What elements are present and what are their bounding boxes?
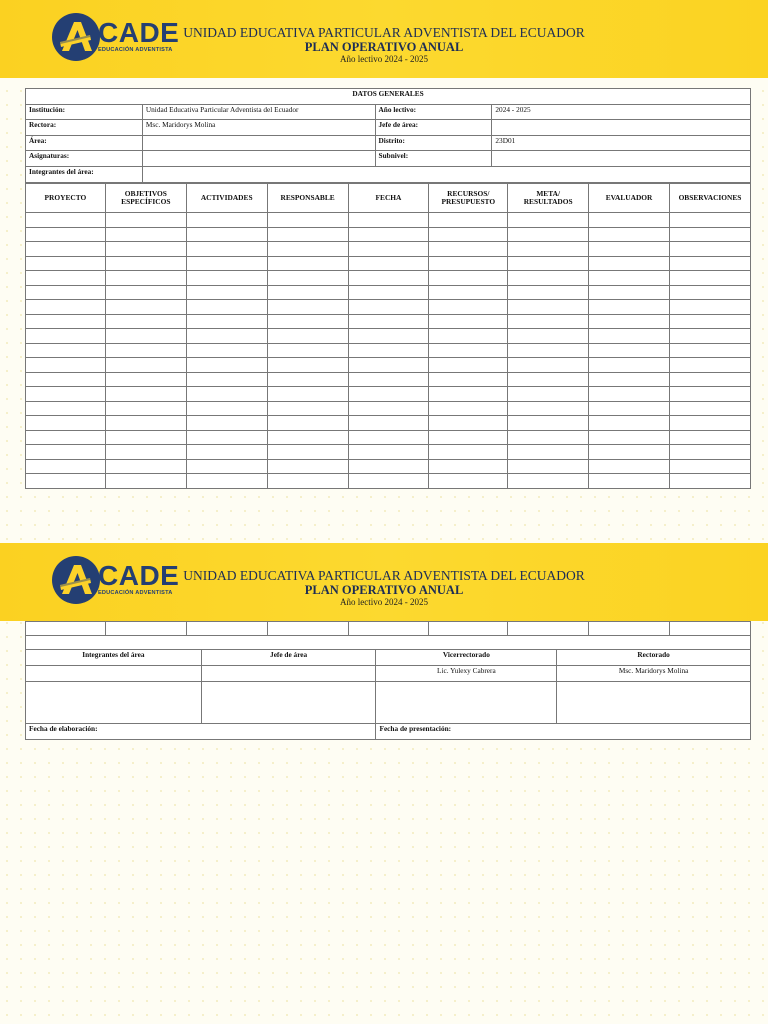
table-cell[interactable] xyxy=(186,459,267,474)
vicerrectorado-signature-box[interactable] xyxy=(376,682,557,724)
table-cell[interactable] xyxy=(429,430,508,445)
table-cell[interactable] xyxy=(589,314,670,329)
table-cell[interactable] xyxy=(267,227,348,242)
table-cell[interactable] xyxy=(186,445,267,460)
table-cell[interactable] xyxy=(429,445,508,460)
table-row xyxy=(26,256,751,271)
table-cell[interactable] xyxy=(429,387,508,402)
spacer-cell xyxy=(26,636,751,650)
table-cell[interactable] xyxy=(267,622,348,636)
general-data-table xyxy=(25,88,751,183)
rectorado-heading: Rectorado xyxy=(557,650,751,666)
table-cell[interactable] xyxy=(26,416,106,431)
table-cell[interactable] xyxy=(186,227,267,242)
area-value[interactable] xyxy=(142,135,375,151)
table-cell[interactable] xyxy=(669,300,750,315)
table-cell[interactable] xyxy=(589,256,670,271)
table-cell[interactable] xyxy=(267,474,348,489)
logo-wordmark: CADE xyxy=(98,17,180,48)
table-cell[interactable] xyxy=(267,329,348,344)
table-cell[interactable] xyxy=(105,622,186,636)
table-cell[interactable] xyxy=(508,329,589,344)
table-cell[interactable] xyxy=(508,213,589,228)
subnivel-value[interactable] xyxy=(492,151,751,167)
table-cell[interactable] xyxy=(105,372,186,387)
table-cell[interactable] xyxy=(26,271,106,286)
table-cell[interactable] xyxy=(508,372,589,387)
table-cell[interactable] xyxy=(105,358,186,373)
table-cell[interactable] xyxy=(669,242,750,257)
table-cell[interactable] xyxy=(186,372,267,387)
table-cell[interactable] xyxy=(105,416,186,431)
asignaturas-label: Asignaturas: xyxy=(26,151,143,167)
table-cell[interactable] xyxy=(267,430,348,445)
vicerrectorado-name: Lic. Yulexy Cabrera xyxy=(376,666,557,682)
table-cell[interactable] xyxy=(429,329,508,344)
table-cell[interactable] xyxy=(348,343,429,358)
table-cell[interactable] xyxy=(348,227,429,242)
table-row xyxy=(26,227,751,242)
table-cell[interactable] xyxy=(348,271,429,286)
table-cell[interactable] xyxy=(508,314,589,329)
school-year: Año lectivo 2024 - 2025 xyxy=(340,597,428,607)
table-cell[interactable] xyxy=(267,459,348,474)
table-cell[interactable] xyxy=(508,622,589,636)
table-cell[interactable] xyxy=(348,430,429,445)
table-cell[interactable] xyxy=(429,372,508,387)
signature-table xyxy=(25,649,751,740)
table-cell[interactable] xyxy=(589,271,670,286)
rectora-label: Rectora: xyxy=(26,120,143,136)
table-cell[interactable] xyxy=(26,256,106,271)
table-cell[interactable] xyxy=(508,445,589,460)
table-cell[interactable] xyxy=(348,285,429,300)
table-cell[interactable] xyxy=(508,401,589,416)
table-cell[interactable] xyxy=(105,314,186,329)
logo-tagline: EDUCACIÓN ADVENTISTA xyxy=(98,590,173,596)
table-cell[interactable] xyxy=(589,227,670,242)
table-cell[interactable] xyxy=(105,285,186,300)
table-cell[interactable] xyxy=(429,474,508,489)
jefe-area-heading: Jefe de área xyxy=(201,650,376,666)
integrantes-signature-box[interactable] xyxy=(26,682,202,724)
distrito-label: Distrito: xyxy=(375,135,492,151)
integrantes-name-field[interactable] xyxy=(26,666,202,682)
table-cell[interactable] xyxy=(105,256,186,271)
column-header: OBJETIVOS ESPECÍFICOS xyxy=(105,184,186,213)
table-cell[interactable] xyxy=(348,459,429,474)
rectorado-name: Msc. Maridorys Molina xyxy=(557,666,751,682)
table-cell[interactable] xyxy=(26,300,106,315)
table-row xyxy=(26,314,751,329)
general-section-title: DATOS GENERALES xyxy=(26,89,751,105)
table-cell[interactable] xyxy=(669,401,750,416)
table-row xyxy=(26,372,751,387)
table-cell[interactable] xyxy=(589,358,670,373)
table-cell[interactable] xyxy=(26,430,106,445)
table-cell[interactable] xyxy=(105,227,186,242)
table-cell[interactable] xyxy=(186,430,267,445)
table-cell[interactable] xyxy=(429,416,508,431)
institucion-label: Institución: xyxy=(26,104,143,120)
table-cell[interactable] xyxy=(26,445,106,460)
table-cell[interactable] xyxy=(429,622,508,636)
table-cell[interactable] xyxy=(267,387,348,402)
table-row xyxy=(26,459,751,474)
table-cell[interactable] xyxy=(669,329,750,344)
table-cell[interactable] xyxy=(186,358,267,373)
table-cell[interactable] xyxy=(26,213,106,228)
column-header: RESPONSABLE xyxy=(267,184,348,213)
table-cell[interactable] xyxy=(105,242,186,257)
table-cell[interactable] xyxy=(267,285,348,300)
table-cell[interactable] xyxy=(669,459,750,474)
table-cell[interactable] xyxy=(508,430,589,445)
table-cell[interactable] xyxy=(26,459,106,474)
table-cell[interactable] xyxy=(186,213,267,228)
table-cell[interactable] xyxy=(429,285,508,300)
table-cell[interactable] xyxy=(348,213,429,228)
table-cell[interactable] xyxy=(186,242,267,257)
table-cell[interactable] xyxy=(589,401,670,416)
table-cell[interactable] xyxy=(669,416,750,431)
jefe-label: Jefe de área: xyxy=(375,120,492,136)
jefe-name-field[interactable] xyxy=(201,666,376,682)
table-cell[interactable] xyxy=(508,242,589,257)
table-cell[interactable] xyxy=(429,213,508,228)
table-cell[interactable] xyxy=(508,227,589,242)
header-titles xyxy=(0,25,768,65)
table-cell[interactable] xyxy=(186,256,267,271)
table-row xyxy=(26,242,751,257)
table-cell[interactable] xyxy=(348,445,429,460)
table-cell[interactable] xyxy=(267,372,348,387)
spacer-row xyxy=(26,636,751,650)
table-row xyxy=(26,343,751,358)
table-cell[interactable] xyxy=(670,622,751,636)
table-cell[interactable] xyxy=(105,401,186,416)
table-cell[interactable] xyxy=(105,474,186,489)
column-header: META/ RESULTADOS xyxy=(508,184,589,213)
table-cell[interactable] xyxy=(669,474,750,489)
column-header: ACTIVIDADES xyxy=(186,184,267,213)
table-row xyxy=(26,271,751,286)
table-row xyxy=(26,300,751,315)
table-cell[interactable] xyxy=(186,300,267,315)
table-cell[interactable] xyxy=(26,314,106,329)
table-cell[interactable] xyxy=(669,213,750,228)
table-cell[interactable] xyxy=(186,401,267,416)
table-cell[interactable] xyxy=(105,387,186,402)
logo-wordmark: CADE xyxy=(98,560,180,591)
table-cell[interactable] xyxy=(669,271,750,286)
table-row xyxy=(26,285,751,300)
table-cell[interactable] xyxy=(508,285,589,300)
table-cell[interactable] xyxy=(348,622,429,636)
table-cell[interactable] xyxy=(186,622,267,636)
plan-table xyxy=(25,183,751,489)
table-cell[interactable] xyxy=(26,474,106,489)
table-cell[interactable] xyxy=(429,227,508,242)
table-cell[interactable] xyxy=(348,416,429,431)
table-cell[interactable] xyxy=(508,358,589,373)
jefe-value[interactable] xyxy=(492,120,751,136)
table-cell[interactable] xyxy=(508,387,589,402)
plan-table-header xyxy=(26,184,751,213)
table-cell[interactable] xyxy=(429,343,508,358)
table-cell[interactable] xyxy=(508,271,589,286)
anio-label: Año lectivo: xyxy=(375,104,492,120)
table-cell[interactable] xyxy=(669,256,750,271)
table-cell[interactable] xyxy=(669,314,750,329)
table-cell[interactable] xyxy=(669,387,750,402)
table-cell[interactable] xyxy=(508,416,589,431)
table-cell[interactable] xyxy=(26,227,106,242)
rectorado-signature-box[interactable] xyxy=(557,682,751,724)
school-year: Año lectivo 2024 - 2025 xyxy=(340,54,428,64)
column-header: FECHA xyxy=(348,184,429,213)
table-cell[interactable] xyxy=(267,314,348,329)
table-cell[interactable] xyxy=(669,430,750,445)
table-cell[interactable] xyxy=(348,401,429,416)
table-cell[interactable] xyxy=(589,300,670,315)
table-cell[interactable] xyxy=(429,256,508,271)
table-cell[interactable] xyxy=(186,314,267,329)
table-cell[interactable] xyxy=(348,256,429,271)
table-cell[interactable] xyxy=(589,430,670,445)
table-cell[interactable] xyxy=(267,416,348,431)
table-row xyxy=(26,387,751,402)
fecha-presentacion-label[interactable]: Fecha de presentación: xyxy=(376,724,751,740)
table-cell[interactable] xyxy=(348,242,429,257)
table-cell[interactable] xyxy=(186,416,267,431)
table-cell[interactable] xyxy=(105,459,186,474)
table-cell[interactable] xyxy=(429,358,508,373)
table-cell[interactable] xyxy=(589,343,670,358)
table-row xyxy=(26,430,751,445)
table-cell[interactable] xyxy=(348,314,429,329)
table-cell[interactable] xyxy=(348,329,429,344)
table-cell[interactable] xyxy=(186,271,267,286)
subnivel-label: Subnivel: xyxy=(375,151,492,167)
table-cell[interactable] xyxy=(267,213,348,228)
header-banner-page-2 xyxy=(0,543,768,621)
table-cell[interactable] xyxy=(508,256,589,271)
table-cell[interactable] xyxy=(26,285,106,300)
asignaturas-value[interactable] xyxy=(142,151,375,167)
table-cell[interactable] xyxy=(267,401,348,416)
table-cell[interactable] xyxy=(429,314,508,329)
table-row xyxy=(26,622,751,636)
area-label: Área: xyxy=(26,135,143,151)
table-cell[interactable] xyxy=(26,622,106,636)
table-cell[interactable] xyxy=(26,401,106,416)
table-cell[interactable] xyxy=(669,445,750,460)
table-cell[interactable] xyxy=(26,372,106,387)
table-cell[interactable] xyxy=(105,343,186,358)
table-cell[interactable] xyxy=(348,387,429,402)
table-cell[interactable] xyxy=(348,372,429,387)
table-cell[interactable] xyxy=(186,343,267,358)
institution-title: UNIDAD EDUCATIVA PARTICULAR ADVENTISTA DEL ECUADOR xyxy=(183,568,585,583)
header-banner xyxy=(0,0,768,78)
logo-tagline: EDUCACIÓN ADVENTISTA xyxy=(98,47,173,53)
table-cell[interactable] xyxy=(589,416,670,431)
table-cell[interactable] xyxy=(589,329,670,344)
distrito-value[interactable]: 23D01 xyxy=(492,135,751,151)
table-row xyxy=(26,213,751,228)
anio-value[interactable]: 2024 - 2025 xyxy=(492,104,751,120)
table-cell[interactable] xyxy=(186,474,267,489)
vicerrectorado-heading: Vicerrectorado xyxy=(376,650,557,666)
table-cell[interactable] xyxy=(429,242,508,257)
table-cell[interactable] xyxy=(348,474,429,489)
table-row xyxy=(26,329,751,344)
table-cell[interactable] xyxy=(589,387,670,402)
table-cell[interactable] xyxy=(589,213,670,228)
plan-table-body xyxy=(26,213,751,489)
plan-title: PLAN OPERATIVO ANUAL xyxy=(304,40,464,54)
table-cell[interactable] xyxy=(267,271,348,286)
table-cell[interactable] xyxy=(267,343,348,358)
rectora-value[interactable]: Msc. Maridorys Molina xyxy=(142,120,375,136)
plan-table-continuation xyxy=(25,621,751,650)
table-cell[interactable] xyxy=(186,329,267,344)
table-cell[interactable] xyxy=(267,358,348,373)
table-cell[interactable] xyxy=(26,387,106,402)
column-header: EVALUADOR xyxy=(589,184,670,213)
column-header: PROYECTO xyxy=(26,184,106,213)
table-row xyxy=(26,401,751,416)
integrantes-value[interactable] xyxy=(142,166,750,182)
table-cell[interactable] xyxy=(105,271,186,286)
institution-title: UNIDAD EDUCATIVA PARTICULAR ADVENTISTA DEL ECUADOR xyxy=(183,25,585,40)
table-cell[interactable] xyxy=(429,401,508,416)
table-cell[interactable] xyxy=(589,622,670,636)
table-cell[interactable] xyxy=(669,343,750,358)
table-cell[interactable] xyxy=(186,387,267,402)
table-cell[interactable] xyxy=(589,459,670,474)
table-cell[interactable] xyxy=(105,300,186,315)
table-cell[interactable] xyxy=(348,300,429,315)
table-row xyxy=(26,416,751,431)
integrantes-label: Integrantes del área: xyxy=(26,166,143,182)
integrantes-area-heading: Integrantes del área xyxy=(26,650,202,666)
table-cell[interactable] xyxy=(348,358,429,373)
table-cell[interactable] xyxy=(105,329,186,344)
table-cell[interactable] xyxy=(669,227,750,242)
header-titles xyxy=(0,568,768,608)
table-cell[interactable] xyxy=(26,242,106,257)
table-cell[interactable] xyxy=(508,343,589,358)
table-cell[interactable] xyxy=(429,271,508,286)
table-cell[interactable] xyxy=(508,459,589,474)
plan-title: PLAN OPERATIVO ANUAL xyxy=(304,583,464,597)
table-cell[interactable] xyxy=(669,285,750,300)
column-header: OBSERVACIONES xyxy=(669,184,750,213)
table-cell[interactable] xyxy=(267,242,348,257)
table-cell[interactable] xyxy=(105,430,186,445)
table-cell[interactable] xyxy=(186,285,267,300)
table-row xyxy=(26,474,751,489)
table-cell[interactable] xyxy=(267,300,348,315)
table-row xyxy=(26,358,751,373)
table-cell[interactable] xyxy=(105,213,186,228)
column-header: RECURSOS/ PRESUPUESTO xyxy=(429,184,508,213)
table-cell[interactable] xyxy=(26,358,106,373)
table-cell[interactable] xyxy=(508,474,589,489)
table-cell[interactable] xyxy=(267,256,348,271)
institucion-value[interactable]: Unidad Educativa Particular Adventista del Ecuador xyxy=(142,104,375,120)
table-cell[interactable] xyxy=(589,474,670,489)
table-cell[interactable] xyxy=(105,445,186,460)
table-cell[interactable] xyxy=(267,445,348,460)
table-cell[interactable] xyxy=(508,300,589,315)
table-cell[interactable] xyxy=(429,300,508,315)
table-cell[interactable] xyxy=(26,329,106,344)
table-cell[interactable] xyxy=(429,459,508,474)
table-cell[interactable] xyxy=(589,242,670,257)
fecha-elaboracion-label[interactable]: Fecha de elaboración: xyxy=(26,724,376,740)
table-row xyxy=(26,445,751,460)
table-cell[interactable] xyxy=(589,285,670,300)
table-cell[interactable] xyxy=(589,445,670,460)
table-cell[interactable] xyxy=(26,343,106,358)
table-cell[interactable] xyxy=(589,372,670,387)
jefe-signature-box[interactable] xyxy=(201,682,376,724)
table-cell[interactable] xyxy=(669,358,750,373)
table-cell[interactable] xyxy=(669,372,750,387)
